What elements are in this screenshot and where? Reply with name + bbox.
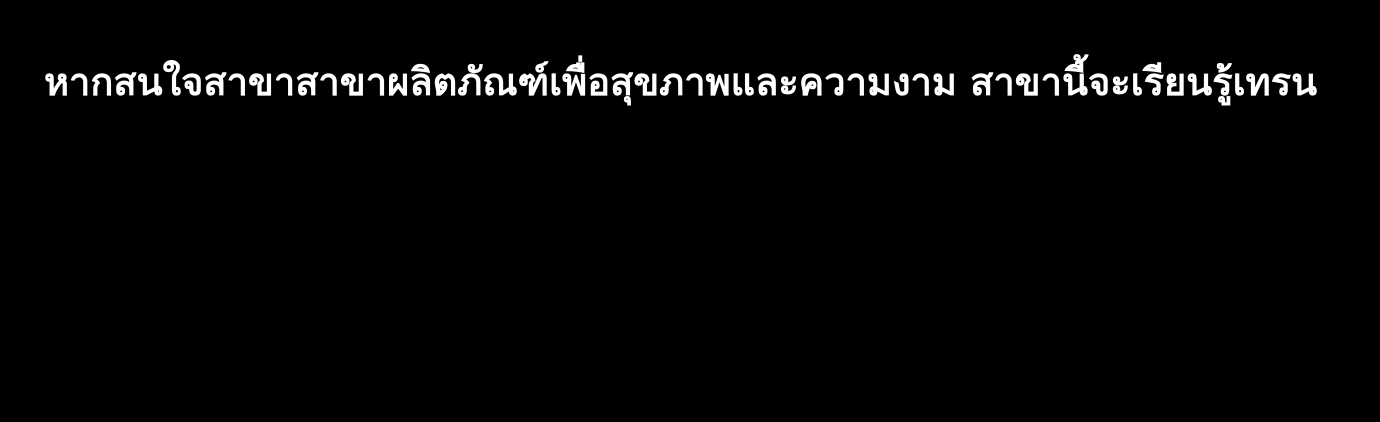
caption-text: หากสนใจสาขาสาขาผลิตภัณฑ์เพื่อสุขภาพและความงาม สาขานี้จะเรียนรู้เทรน	[44, 60, 1318, 104]
